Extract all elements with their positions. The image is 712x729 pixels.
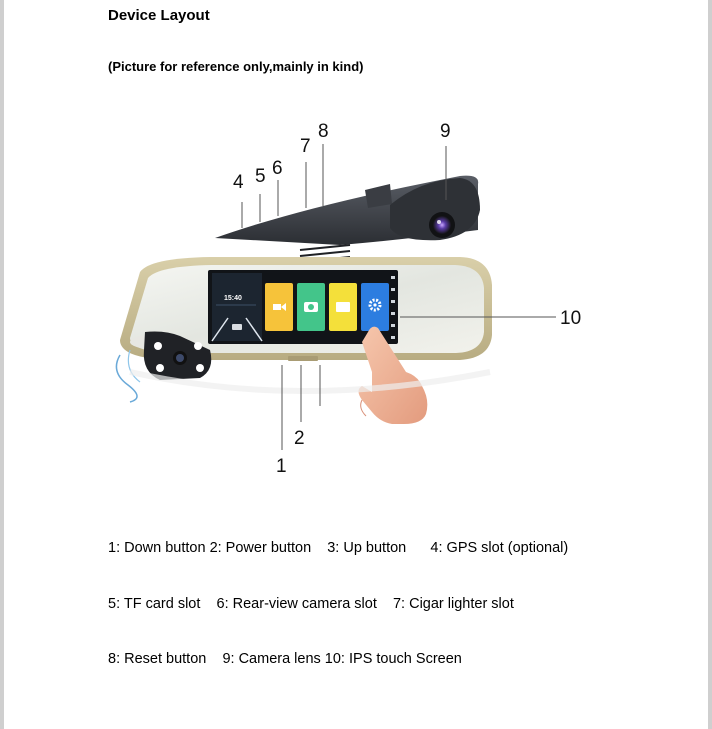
- callout-8: 8: [318, 121, 329, 142]
- page-border-right: [708, 0, 712, 729]
- callout-10: 10: [560, 308, 582, 329]
- callout-9: 9: [440, 121, 451, 142]
- callout-4: 4: [233, 172, 244, 193]
- mirror-mount-arm: [365, 184, 392, 208]
- screen-time: 15:40: [224, 295, 242, 302]
- legend-line-1: 1: Down button 2: Power button 3: Up button 4: GPS slot (optional): [108, 540, 569, 556]
- video-camera-icon: [273, 304, 281, 310]
- page-title: Device Layout: [108, 7, 210, 24]
- legend-line-2: 5: TF card slot 6: Rear-view camera slot 7: Cigar lighter slot: [108, 595, 514, 612]
- page-subtitle: (Picture for reference only,mainly in kind): [108, 59, 364, 74]
- settings-tile: [361, 283, 389, 331]
- bottom-buttons: [288, 356, 318, 361]
- folder-icon: [336, 302, 350, 312]
- legend: [108, 502, 568, 687]
- callout-2: 2: [294, 428, 305, 449]
- page-border-left: [0, 0, 4, 729]
- device-layout-figure: [100, 110, 620, 490]
- callout-1: 1: [276, 456, 287, 477]
- legend-line-3: 8: Reset button 9: Camera lens 10: IPS touch Screen: [108, 651, 462, 667]
- callout-7: 7: [300, 136, 311, 157]
- callout-5: 5: [255, 166, 266, 187]
- callout-6: 6: [272, 158, 283, 179]
